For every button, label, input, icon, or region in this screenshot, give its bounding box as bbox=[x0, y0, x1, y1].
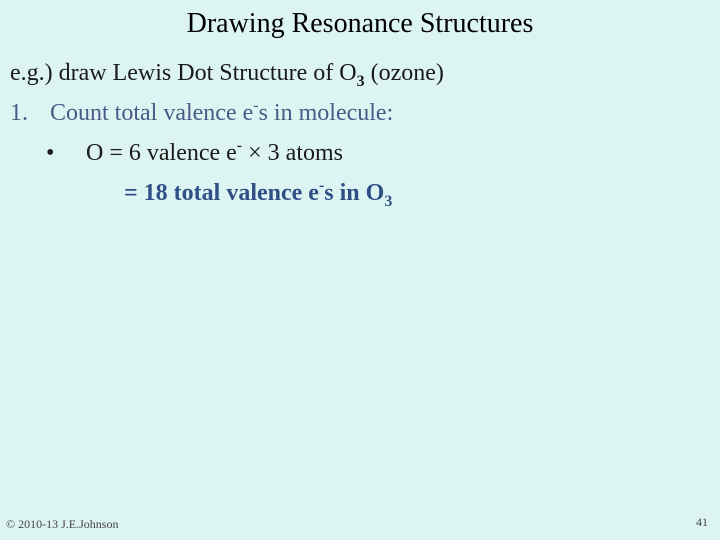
bullet-line bbox=[46, 138, 343, 168]
bullet-text: O = 6 valence e bbox=[86, 140, 237, 166]
example-line bbox=[10, 58, 444, 88]
step-text: Count total valence e bbox=[50, 100, 254, 126]
ozone-subscript: 3 bbox=[356, 73, 365, 90]
bullet-icon: • bbox=[46, 140, 55, 166]
ozone-subscript: 3 bbox=[384, 193, 393, 210]
electron-superscript: - bbox=[253, 97, 259, 114]
bullet-text-end: × 3 atoms bbox=[242, 140, 343, 166]
slide-title: Drawing Resonance Structures bbox=[186, 8, 534, 39]
example-text: e.g.) draw Lewis Dot Structure of O bbox=[10, 60, 357, 86]
result-line bbox=[124, 178, 392, 208]
step-text-end: s in molecule: bbox=[258, 100, 394, 126]
step-number: 1. bbox=[10, 100, 28, 126]
page-number: 41 bbox=[696, 515, 708, 529]
copyright-footer: © 2010-13 J.E.Johnson bbox=[6, 517, 119, 531]
example-suffix: (ozone) bbox=[364, 60, 444, 86]
electron-superscript: - bbox=[318, 177, 325, 194]
electron-superscript: - bbox=[236, 137, 243, 154]
step-1-line bbox=[10, 98, 393, 128]
result-text-end: s in O bbox=[324, 180, 385, 206]
result-text: = 18 total valence e bbox=[124, 180, 319, 206]
